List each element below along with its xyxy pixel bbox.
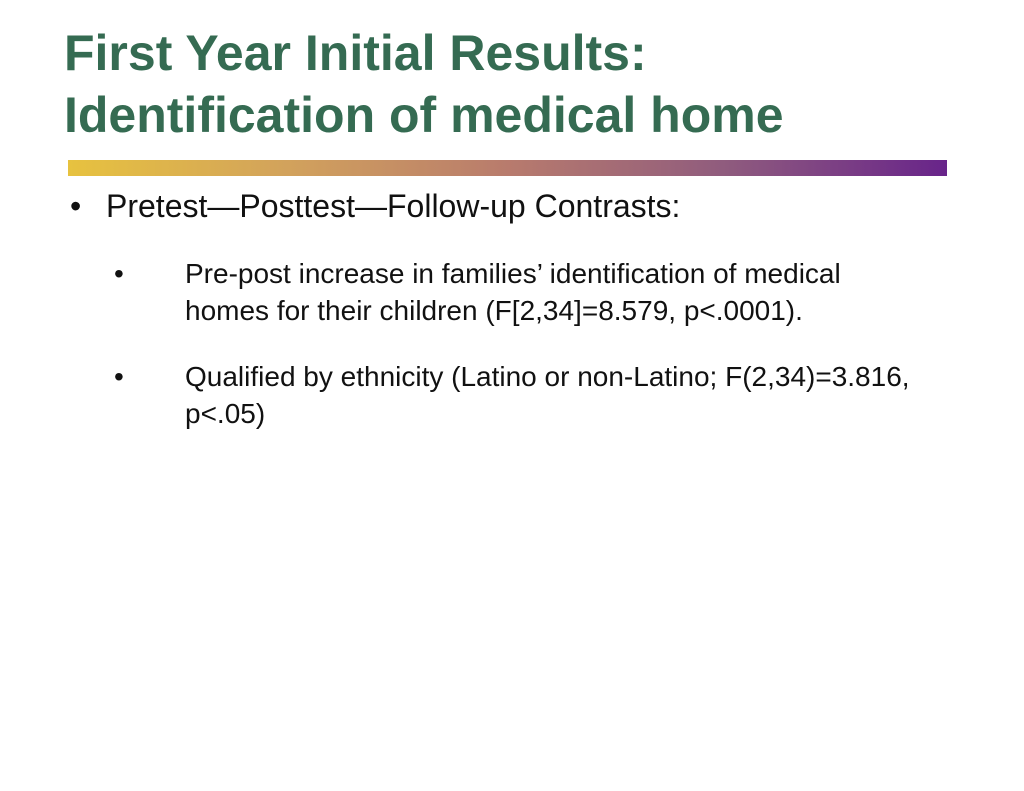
sub-bullet-marker: • (114, 361, 124, 392)
main-bullet-text: Pretest—Posttest—Follow-up Contrasts: (106, 188, 681, 224)
sub-bullet-2-text: Qualified by ethnicity (Latino or non-Latino; F(2,34)=3.816, p<.05) (185, 361, 910, 429)
sub-bullet-marker: • (114, 258, 124, 289)
slide-title-line-1: First Year Initial Results: (64, 25, 647, 81)
slide-title (64, 22, 964, 146)
bullet-marker: • (70, 188, 82, 224)
sub-bullet-1-text: Pre-post increase in families’ identification of medical homes for their children (F[2,34]=8.579, p<.0001). (185, 258, 841, 326)
slide-title-line-2: Identification of medical home (64, 87, 784, 143)
title-gradient-rule (68, 160, 947, 176)
